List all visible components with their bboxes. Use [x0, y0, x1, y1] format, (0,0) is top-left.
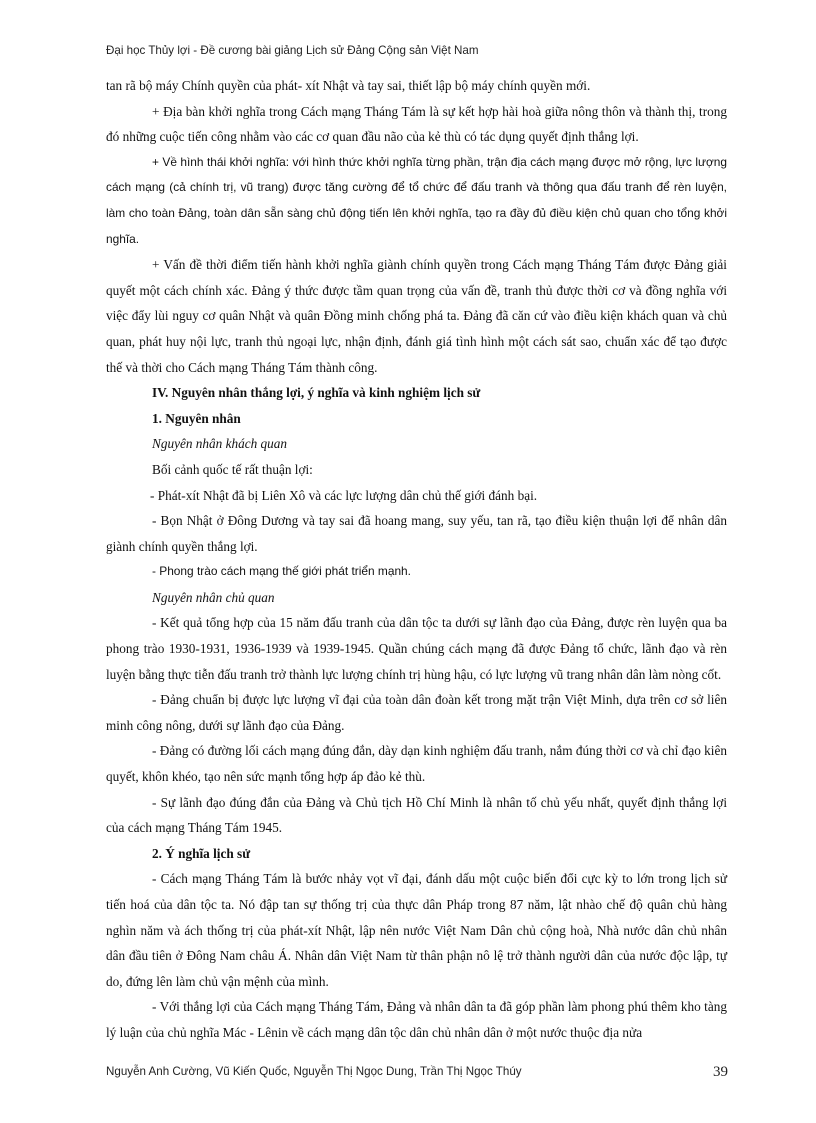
list-item: - Đảng có đường lối cách mạng đúng đắn, dày dạn kinh nghiệm đấu tranh, nắm đúng thời cơ và chỉ đạo kiên quyết, khôn khéo, tạo nên sức mạnh tổng hợp áp đảo kẻ thù.: [106, 743, 727, 785]
paragraph: + Địa bàn khởi nghĩa trong Cách mạng Tháng Tám là sự kết hợp hài hoà giữa nông thôn và thành thị, trong đó những cuộc tiến công nhằm vào các cơ quan đầu não của kẻ thù có tác dụng quyết định thắng lợi.: [106, 103, 727, 145]
section-heading: IV. Nguyên nhân thắng lợi, ý nghĩa và kinh nghiệm lịch sử: [152, 385, 481, 401]
list-item: - Đảng chuẩn bị được lực lượng vĩ đại của toàn dân đoàn kết trong mặt trận Việt Minh, dựa trên cơ sở liên minh công nông, dưới sự lãnh đạo của Đảng.: [106, 692, 727, 733]
paragraph: Bối cảnh quốc tế rất thuận lợi:: [152, 461, 313, 477]
document-body: [106, 73, 727, 1046]
list-item: - Kết quả tổng hợp của 15 năm đấu tranh của dân tộc ta dưới sự lãnh đạo của Đảng, được rèn luyện qua ba phong trào 1930-1931, 1936-1939 và 1939-1945. Quần chúng cách mạng đã được Đảng tổ chức, lãnh đạo và rèn luyện bằng thực tiễn đấu tranh trở thành lực lượng chính trị hùng hậu, có lực lượng vũ trang nhân dân làm nòng cốt.: [106, 615, 727, 682]
paragraph: + Vấn đề thời điểm tiến hành khởi nghĩa giành chính quyền trong Cách mạng Tháng Tám được Đảng giải quyết một cách chính xác. Đảng ý thức được tầm quan trọng của vấn đề, tranh thủ được thời cơ và đồng nghĩa với việc đẩy lùi nguy cơ quân Nhật và quân Đồng minh chống phá ta. Đảng đã căn cứ vào điều kiện khách quan và chủ quan, phát huy nội lực, tranh thủ ngoại lực, nhận định, đánh giá tình hình một cách sát sao, chuẩn xác để tạo được thế và thời cho Cách mạng Tháng Tám thành công.: [106, 257, 727, 375]
list-item: - Phong trào cách mạng thế giới phát triển mạnh.: [152, 564, 411, 579]
page-number: 39: [713, 1064, 728, 1080]
paragraph: + Về hình thái khởi nghĩa: với hình thức khởi nghĩa từng phần, trận địa cách mạng được mở rộng, lực lượng cách mạng (cả chính trị, vũ trang) được tăng cường để tổ chức để đấu tranh và thông qua đấu tranh để rèn luyện, làm cho toàn Đảng, toàn dân sẵn sàng chủ động tiến lên khởi nghĩa, tạo ra đầy đủ điều kiện chủ quan cho tổng khởi nghĩa.: [106, 154, 727, 246]
subsection-heading: 1. Nguyên nhân: [152, 410, 241, 426]
italic-subheading: Nguyên nhân khách quan: [152, 436, 288, 452]
page-header: Đại học Thủy lợi - Đề cương bài giảng Lịch sử Đảng Cộng sản Việt Nam: [106, 44, 479, 57]
paragraph: - Cách mạng Tháng Tám là bước nhảy vọt vĩ đại, đánh dấu một cuộc biến đổi cực kỳ to lớn trong lịch sử tiến hoá của dân tộc ta. Nó đập tan sự thống trị của thực dân Pháp trong 87 năm, lật nhào chế độ quân chủ hàng nghìn năm và ách thống trị của phát-xít Nhật, lập nên nước Việt Nam Dân chủ cộng hoà, Nhà nước dân chủ nhân dân đầu tiên ở Đông Nam châu Á. Nhân dân Việt Nam từ thân phận nô lệ trở thành người dân của nước độc lập, tự do, đứng lên làm chủ vận mệnh của mình.: [106, 871, 727, 989]
footer-authors: Nguyễn Anh Cường, Vũ Kiến Quốc, Nguyễn Thị Ngọc Dung, Trần Thị Ngọc Thúy: [106, 1065, 522, 1078]
paragraph: - Với thắng lợi của Cách mạng Tháng Tám, Đảng và nhân dân ta đã góp phần làm phong phú thêm kho tàng lý luận của chủ nghĩa Mác - Lênin về cách mạng dân tộc dân chủ nhân dân ở một nước thuộc địa nửa: [106, 999, 727, 1040]
subsection-heading: 2. Ý nghĩa lịch sử: [152, 845, 251, 861]
paragraph: tan rã bộ máy Chính quyền của phát- xít Nhật và tay sai, thiết lập bộ máy chính quyền mới.: [106, 78, 591, 93]
list-item: - Sự lãnh đạo đúng đắn của Đảng và Chủ tịch Hồ Chí Minh là nhân tố chủ yếu nhất, quyết định thắng lợi của cách mạng Tháng Tám 1945.: [106, 794, 727, 836]
list-item: - Bọn Nhật ở Đông Dương và tay sai đã hoang mang, suy yếu, tan rã, tạo điều kiện thuận lợi để nhân dân giành chính quyền thắng lợi.: [106, 513, 727, 554]
italic-subheading: Nguyên nhân chủ quan: [152, 589, 275, 605]
list-item: - Phát-xít Nhật đã bị Liên Xô và các lực lượng dân chủ thế giới đánh bại.: [150, 487, 538, 503]
